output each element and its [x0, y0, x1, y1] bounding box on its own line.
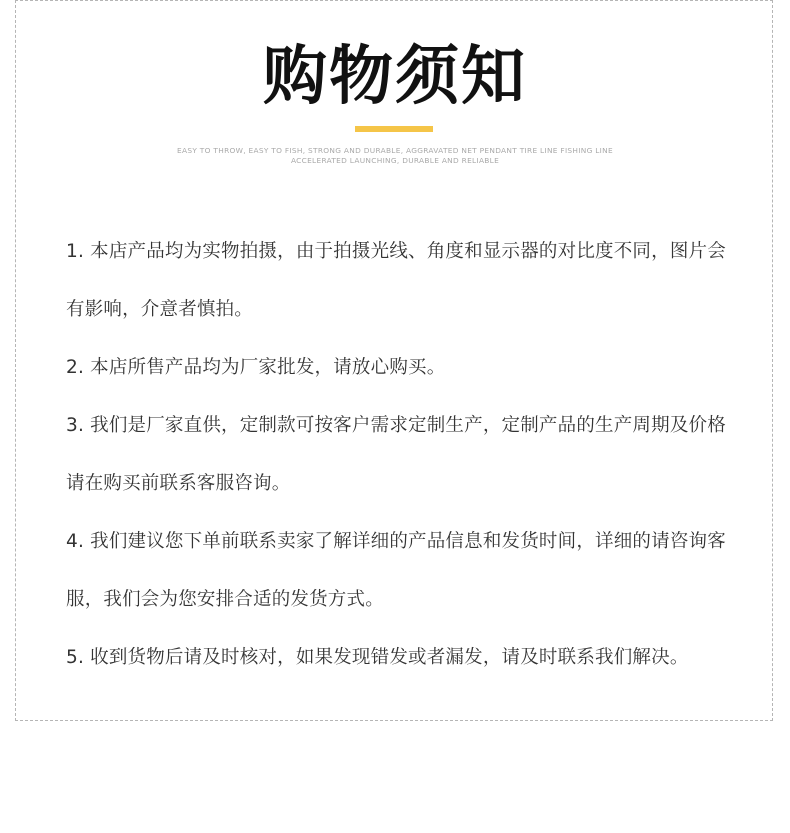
title-accent-bar — [355, 126, 433, 132]
notice-subtitle — [16, 146, 774, 166]
notice-item-2: 2. 本店所售产品均为厂家批发，请放心购买。 — [66, 357, 446, 378]
notice-item-3: 3. 我们是厂家直供，定制款可按客户需求定制生产，定制产品的生产周期及价格请在购买前联系客服咨询。 — [66, 415, 726, 494]
notice-title: 购物须知 — [263, 40, 527, 114]
shopping-notice-card — [15, 0, 773, 721]
notice-item-4: 4. 我们建议您下单前联系卖家了解详细的产品信息和发货时间，详细的请咨询客服，我们会为您安排合适的发货方式。 — [66, 531, 726, 610]
subtitle-line-1: EASY TO THROW, EASY TO FISH, STRONG AND DURABLE, AGGRAVATED NET PENDANT TIRE LINE FISHING LINE — [177, 146, 613, 155]
notice-item-1: 1. 本店产品均为实物拍摄，由于拍摄光线、角度和显示器的对比度不同，图片会有影响，介意者慎拍。 — [66, 241, 726, 320]
notice-list — [66, 223, 736, 687]
subtitle-line-2: ACCELERATED LAUNCHING, DURABLE AND RELIABLE — [290, 156, 500, 165]
notice-item-5: 5. 收到货物后请及时核对，如果发现错发或者漏发，请及时联系我们解决。 — [66, 647, 689, 668]
